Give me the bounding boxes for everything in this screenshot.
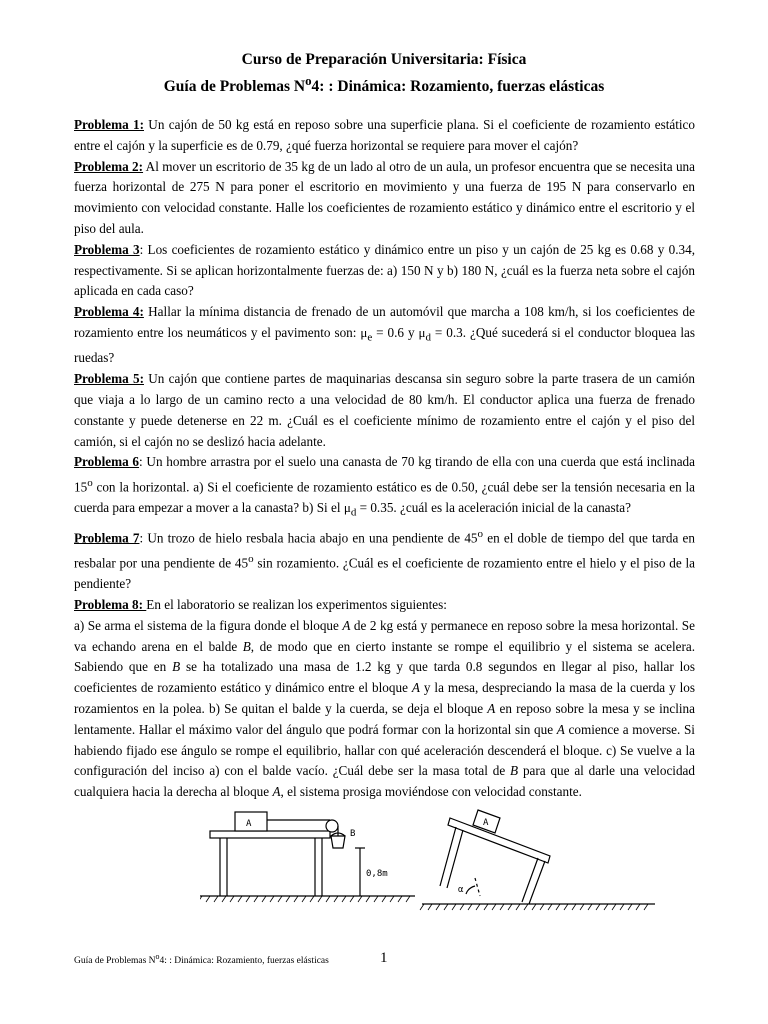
block-a-ref: A	[342, 617, 351, 633]
block-a-ref: A	[411, 680, 420, 696]
block-a-ref: A	[556, 721, 565, 737]
figure-b-inclined-table	[420, 810, 655, 910]
bucket-b-ref: B	[242, 638, 251, 654]
problem-5-text: Un cajón que contiene partes de maquinarias descansa sin seguro sobre la parte trasera de un camión que viaja a lo largo de un camino recto a una velocidad de 80 km/h. El conductor aplica una fuerza de frenado constante y puede detenerse en 22 m. ¿Cuál es el coeficiente mínimo de rozamiento entre el cajón y el piso del camión, si el cajón no se deslizó hacia adelante.	[74, 371, 695, 449]
page-subtitle	[0, 73, 768, 96]
subtitle-part1: Guía de Problemas N	[163, 78, 306, 96]
bucket-b-ref: B	[510, 763, 519, 779]
degree-sup: o	[248, 553, 254, 565]
p8-text-5: y la mesa, despreciando la masa de la cuerda y los rozamientos en la polea. b) Se quitan el balde y la cuerda, se deja el bloque	[74, 680, 695, 716]
problem-6	[74, 452, 695, 523]
problem-6-text-c: = 0.35. ¿cuál es la aceleración inicial de la canasta?	[356, 500, 632, 516]
degree-sup: o	[477, 527, 484, 540]
page-title: Curso de Preparación Universitaria: Física	[241, 51, 527, 68]
problem-5	[74, 369, 695, 452]
height-label: 0,8m	[366, 869, 388, 879]
problem-4-text-a: Hallar la mínima distancia de frenado de un automóvil que marcha a 108 km/h, si los coeficientes de rozamiento entre los neumáticos y el pavimento son:	[74, 304, 695, 340]
problem-7-text-b: en el doble de tiempo del que tarda en resbalar por una pendiente de 45	[74, 530, 696, 571]
p8-text-9: , el sistema prosiga moviéndose con velocidad constante.	[280, 784, 582, 800]
page-footer	[74, 952, 329, 966]
mu-symbol: μ	[418, 324, 426, 340]
problem-8-body	[74, 616, 695, 803]
subtitle-part2: 4: : Dinámica: Rozamiento, fuerzas elásticas	[311, 78, 605, 96]
p8-text-8: para que al darle una velocidad cualquiera hacia la derecha al bloque	[74, 763, 695, 800]
problem-3	[74, 240, 695, 302]
p8-text-1: a) Se arma el sistema de la figura donde el bloque	[74, 617, 343, 633]
figure-a-table-pulley	[200, 812, 415, 902]
problem-6-text-a: : Un hombre arrastra por el suelo una canasta de 70 kg tirando de ella con una cuerda que está inclinada 15	[74, 454, 695, 495]
footer-text-b: 4: : Dinámica: Rozamiento, fuerzas elásticas	[159, 956, 329, 967]
bucket-b-ref: B	[172, 659, 181, 675]
problem-5-label: Problema 5:	[74, 371, 144, 387]
problem-3-text: : Los coeficientes de rozamiento estático y dinámico entre un piso y un cajón de 25 kg es 0.68 y 0.34, respectivamente. Si se aplican horizontalmente fuerzas de: a) 150 N y b) 180 N, ¿cuál es la fuerza neta sobre el cajón aplicada en cada caso?	[74, 241, 696, 299]
degree-sup: o	[87, 477, 93, 490]
problem-8-intro: En el laboratorio se realizan los experimentos siguientes:	[146, 596, 447, 612]
bucket-b-label: B	[350, 829, 356, 839]
angle-alpha-label: α	[458, 885, 464, 895]
problem-1-label: Problema 1:	[74, 117, 144, 132]
problems-list	[74, 115, 695, 803]
block-a-ref: A	[487, 700, 496, 716]
p8-text-4: se ha totalizado una masa de 1.2 kg y que tarda 0.8 segundos en llegar al piso, hallar los coeficientes de rozamiento estático y dinámico entre el bloque	[74, 659, 695, 696]
footer-text-a: Guía de Problemas N	[74, 956, 156, 967]
p8-text-2: de 2 kg está y permanece en reposo sobre la mesa horizontal. Se va echando arena en el balde	[74, 617, 695, 654]
problem-2	[74, 157, 695, 240]
problem-4-text-c: = 0.3. ¿Qué sucederá si el conductor bloquea las ruedas?	[74, 324, 696, 366]
problem-2-text: Al mover un escritorio de 35 kg de un lado al otro de un aula, un profesor encuentra que se necesita una fuerza horizontal de 275 N para poner el escritorio en movimiento y una fuerza de 195 N para conservarlo en movimiento con velocidad constante. Halle los coeficientes de rozamiento estático y dinámico entre el escritorio y el piso del aula.	[74, 158, 695, 236]
problem-7	[74, 524, 695, 595]
p8-text-6: en reposo sobre la mesa y se inclina lentamente. Hallar el máximo valor del ángulo que podrá formar con la horizontal sin que	[74, 700, 695, 737]
problem-7-label: Problema 7	[74, 530, 140, 546]
problem-4-text-b: = 0.6 y	[372, 324, 419, 340]
footer-sup: o	[155, 952, 160, 961]
problem-1-text: Un cajón de 50 kg está en reposo sobre una superficie plana. Si el coeficiente de rozamiento estático entre el cajón y la superficie es de 0.79, ¿qué fuerza horizontal se requiere para mover el cajón?	[74, 117, 696, 153]
problem-2-label: Problema 2:	[74, 158, 144, 174]
mu-symbol: μ	[343, 500, 351, 516]
problem-7-text-c: sin rozamiento. ¿Cuál es el coeficiente de rozamiento entre el hielo y el piso de la pendiente?	[74, 555, 695, 592]
page-number: 1	[380, 950, 388, 966]
subtitle-sup: o	[305, 73, 312, 88]
subscript-d: d	[350, 507, 357, 520]
problem-3-label: Problema 3	[74, 241, 140, 257]
problem-4	[74, 302, 695, 369]
problem-8	[74, 595, 695, 616]
p8-text-7: comience a moverse. Si habiendo fijado ese ángulo se rompe el equilibrio, hallar con qué aceleración descenderá el bloque. c) Se vuelve a la configuración del inciso a) con el balde vacío. ¿Cuál debe ser la masa total de	[74, 721, 695, 779]
problem-4-label: Problema 4:	[74, 304, 144, 320]
p8-text-3: , de modo que en cierto instante se rompe el equilibrio y el sistema se acelera. Sabiendo que en	[74, 638, 695, 675]
block-a-ref: A	[272, 784, 281, 800]
problem-6-label: Problema 6	[74, 454, 140, 470]
block-a-tilted-label: A	[483, 818, 489, 828]
problem-6-text-b: con la horizontal. a) Si el coeficiente de rozamiento estático es de 0.50, ¿cuál debe ser la tensión necesaria en la cuerda para empezar a mover a la canasta? b) Si el	[74, 479, 695, 516]
problem-7-text-a: : Un trozo de hielo resbala hacia abajo en una pendiente de 45	[139, 530, 478, 546]
subscript-e: e	[367, 331, 373, 344]
problem-8-figure	[200, 796, 680, 926]
problem-8-label: Problema 8:	[74, 596, 147, 612]
mu-symbol: μ	[360, 324, 368, 340]
problem-1	[74, 115, 695, 157]
block-a-label: A	[246, 819, 252, 829]
subscript-d: d	[425, 331, 431, 344]
